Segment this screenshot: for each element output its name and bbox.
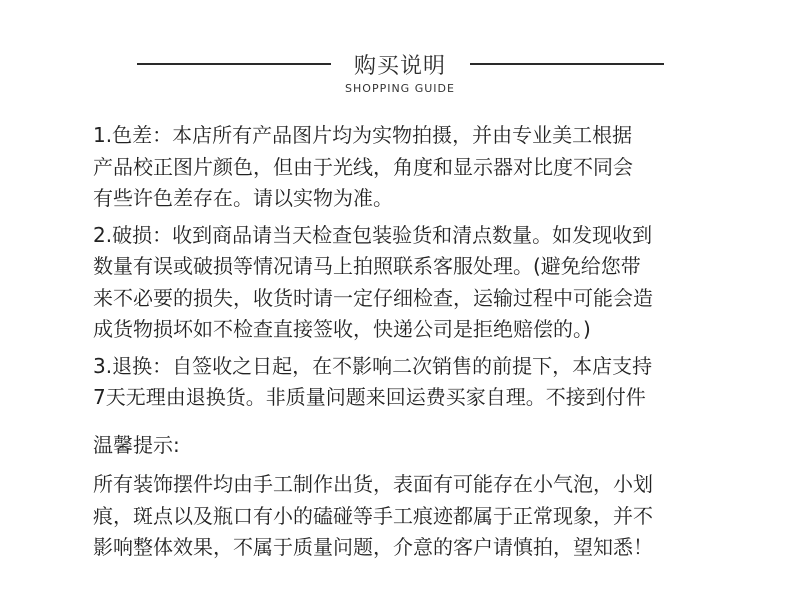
guide-line: 1.色差：本店所有产品图片均为实物拍摄，并由专业美工根据 [93,123,633,147]
tips-line: 所有装饰摆件均由手工制作出货，表面有可能存在小气泡，小划 [93,472,653,496]
guide-line: 7天无理由退换货。非质量问题来回运费买家自理。不接到付件 [93,385,646,409]
guide-items [93,120,713,419]
tips-title: 温馨提示: [93,433,180,457]
guide-line: 2.破损：收到商品请当天检查包装验货和清点数量。如发现收到 [93,222,653,247]
guide-line: 数量有误或破损等情况请马上拍照联系客服处理。(避免给您带 [93,254,641,278]
guide-line: 3.退换：自签收之日起，在不影响二次销售的前提下，本店支持 [93,353,653,378]
page-subtitle: SHOPPING GUIDE [345,82,455,95]
guide-line: 来不必要的损失，收货时请一定仔细检查，运输过程中可能会造 [93,285,653,310]
guide-line: 成货物损坏如不检查直接签收，快递公司是拒绝赔偿的。) [93,317,591,341]
header-right-rule [470,63,664,65]
page-title: 购买说明 [353,54,446,79]
guide-item-color-difference [93,120,713,215]
header [0,0,800,100]
guide-line: 产品校正图片颜色，但由于光线，角度和显示器对比度不同会 [93,154,633,179]
guide-line: 有些许色差存在。请以实物为准。 [93,186,393,210]
tips-line: 影响整体效果，不属于质量问题，介意的客户请慎拍，望知悉！ [93,535,653,559]
guide-item-returns [93,351,713,414]
guide-item-damage [93,220,713,346]
tips-line: 痕，斑点以及瓶口有小的磕碰等手工痕迹都属于正常现象，并不 [93,503,653,528]
tips-body [93,469,713,564]
